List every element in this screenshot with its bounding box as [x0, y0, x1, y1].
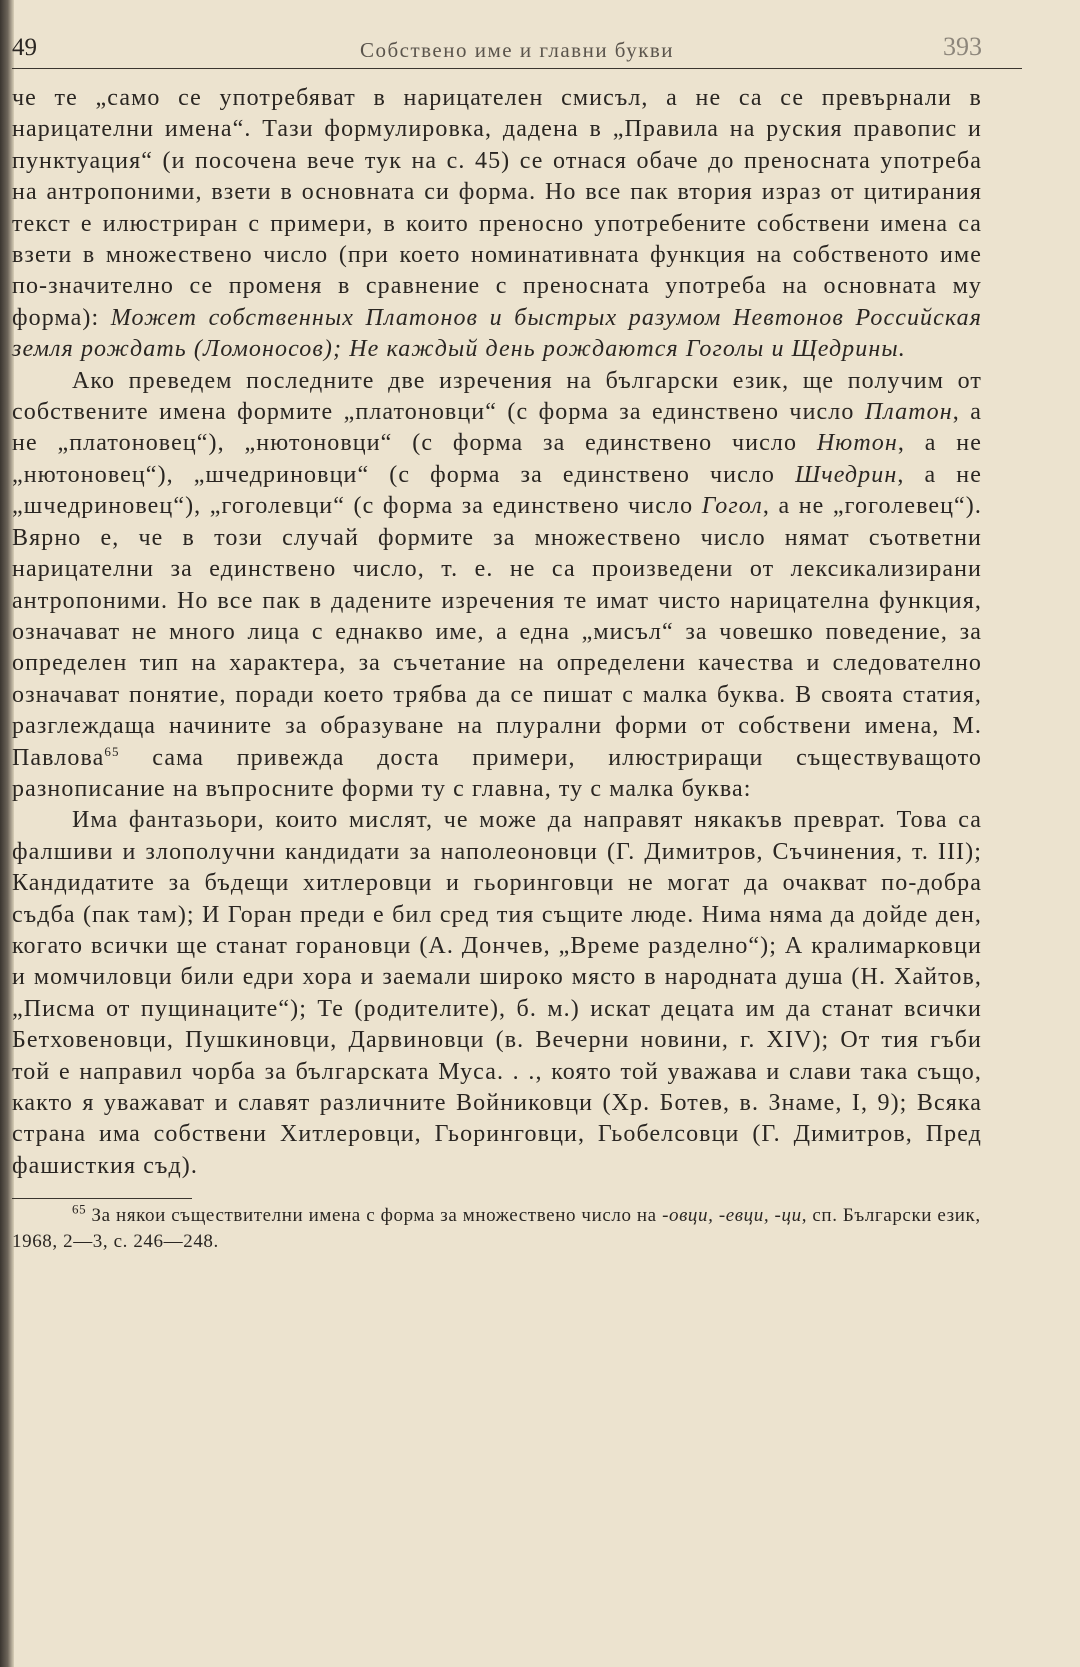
para2-text-a: Ако преведем последните две изречения на български език, ще получим от собствените имена формите „платоновци“ (с форма за единствено число — [12, 367, 982, 426]
footnote-text-b: , сп. Български език, 1968, 2—3, с. 246—248. — [12, 1205, 981, 1253]
para2-text-f: сама привежда доста примери, илюстриращи съществуващото разнописание на въпросните форми ту с главна, ту с малка буква: — [12, 744, 982, 802]
footnote-line — [12, 1203, 982, 1255]
paragraph-1 — [12, 83, 982, 366]
footnote-text-a: За някои съществителни имена с форма за множествено число на — [86, 1205, 663, 1227]
para2-text-e: , а не „гоголевец“). Вярно е, че в този случай формите за множествено число нямат съответни нарицателни за единствено число, т. е. не са произведени от лексикализирани антропоними. Но все пак в дадените изречения те имат чисто нарицателна функция, означават не много лица с еднакво име, а една „мисъл“ за човешко поведение, за определен тип на характера, за съчетание на определени качества и следователно означават понятие, поради което трябва да се пишат с малка буква. В своята статия, разглеждаща начините за образуване на плурални форми от собствени имена, М. Павлова — [12, 493, 982, 771]
running-header — [12, 28, 1022, 69]
para2-text-d: , а не „шчедриновец“), „гоголевци“ (с форма за единствено число — [12, 461, 982, 520]
footnote — [12, 1203, 1022, 1255]
paragraph-1-text: че те „само се употребяват в нарицателен смисъл, а не са се превърнали в нарицателни имена“. Тази формулировка, дадена в „Правила на руския правопис и пунктуация“ (и посочена вече тук на с. 45) се отнася обаче до преносната употреба на антропоними, взети в основната си форма. Но все пак втория израз от цитирания текст е илюстриран с примери, в които преносно употребените собствени имена са взети в множествено число (при което номинативната функция на собственото име по-значително се променя в сравнение с преносната употреба на основната му форма): — [12, 85, 982, 331]
para2-italic-shchedrin: Шчедрин — [795, 461, 898, 488]
russian-examples: Может собственных Платонов и быстрых разумом Невтонов Российская земля рождать (Ломоносов); Не каждый день рождаются Гоголы и Щедрины. — [12, 304, 982, 363]
para2-italic-nyuton: Нютон — [816, 430, 898, 457]
para2-text-b: , а не „платоновец“), „нютоновци“ (с форма за единствено число — [12, 399, 982, 457]
para2-text-c: , а не „нютоновец“), „шчедриновци“ (с форма за единствено число — [12, 430, 982, 488]
footnote-divider — [12, 1198, 192, 1199]
paragraph-3-examples: Има фантазьори, които мислят, че може да направят някакъв преврат. Това са фалшиви и злополучни кандидати за наполеоновци (Г. Димитров, Съчинения, т. III); Кандидатите за бъдещи хитлеровци и гьоринговци не могат да очакват по-добра съдба (пак там); И Горан преди е бил сред тия същите люде. Нима няма да дойде ден, когато всички ще станат горановци (А. Дончев, „Време разделно“); А кралимарковци и момчиловци били едри хора и заемали широко място в народната душа (Н. Хайтов, „Писма от пущинаците“); Те (родителите), б. м.) искат децата им да станат всички Бетховеновци, Пушкиновци, Дарвиновци (в. Вечерни новини, г. XIV); От тия гъби той е направил чорба за българската Муса. . ., която той уважава и слави така също, както я уважават и славят различните Войниковци (Хр. Ботев, в. Знаме, I, 9); Всяка страна има собствени Хитлеровци, Гьоринговци, Гьобелсовци (Г. Димитров, Пред фашисткия съд). — [12, 807, 982, 1179]
footnote-italic-suffixes: -овци, -евци, -ци — [662, 1205, 802, 1227]
para2-italic-platon: Платон — [864, 399, 953, 426]
header-left-number: 49 — [12, 34, 37, 61]
running-title: Собствено име и главни букви — [359, 38, 675, 62]
page-body — [12, 83, 1022, 1182]
page-number: 393 — [943, 32, 982, 61]
footnote-reference[interactable]: 65 — [104, 743, 120, 759]
paragraph-2 — [12, 366, 982, 806]
book-page — [12, 28, 1022, 1255]
footnote-number: 65 — [72, 1201, 87, 1217]
para2-italic-gogol: Гогол — [701, 493, 763, 520]
